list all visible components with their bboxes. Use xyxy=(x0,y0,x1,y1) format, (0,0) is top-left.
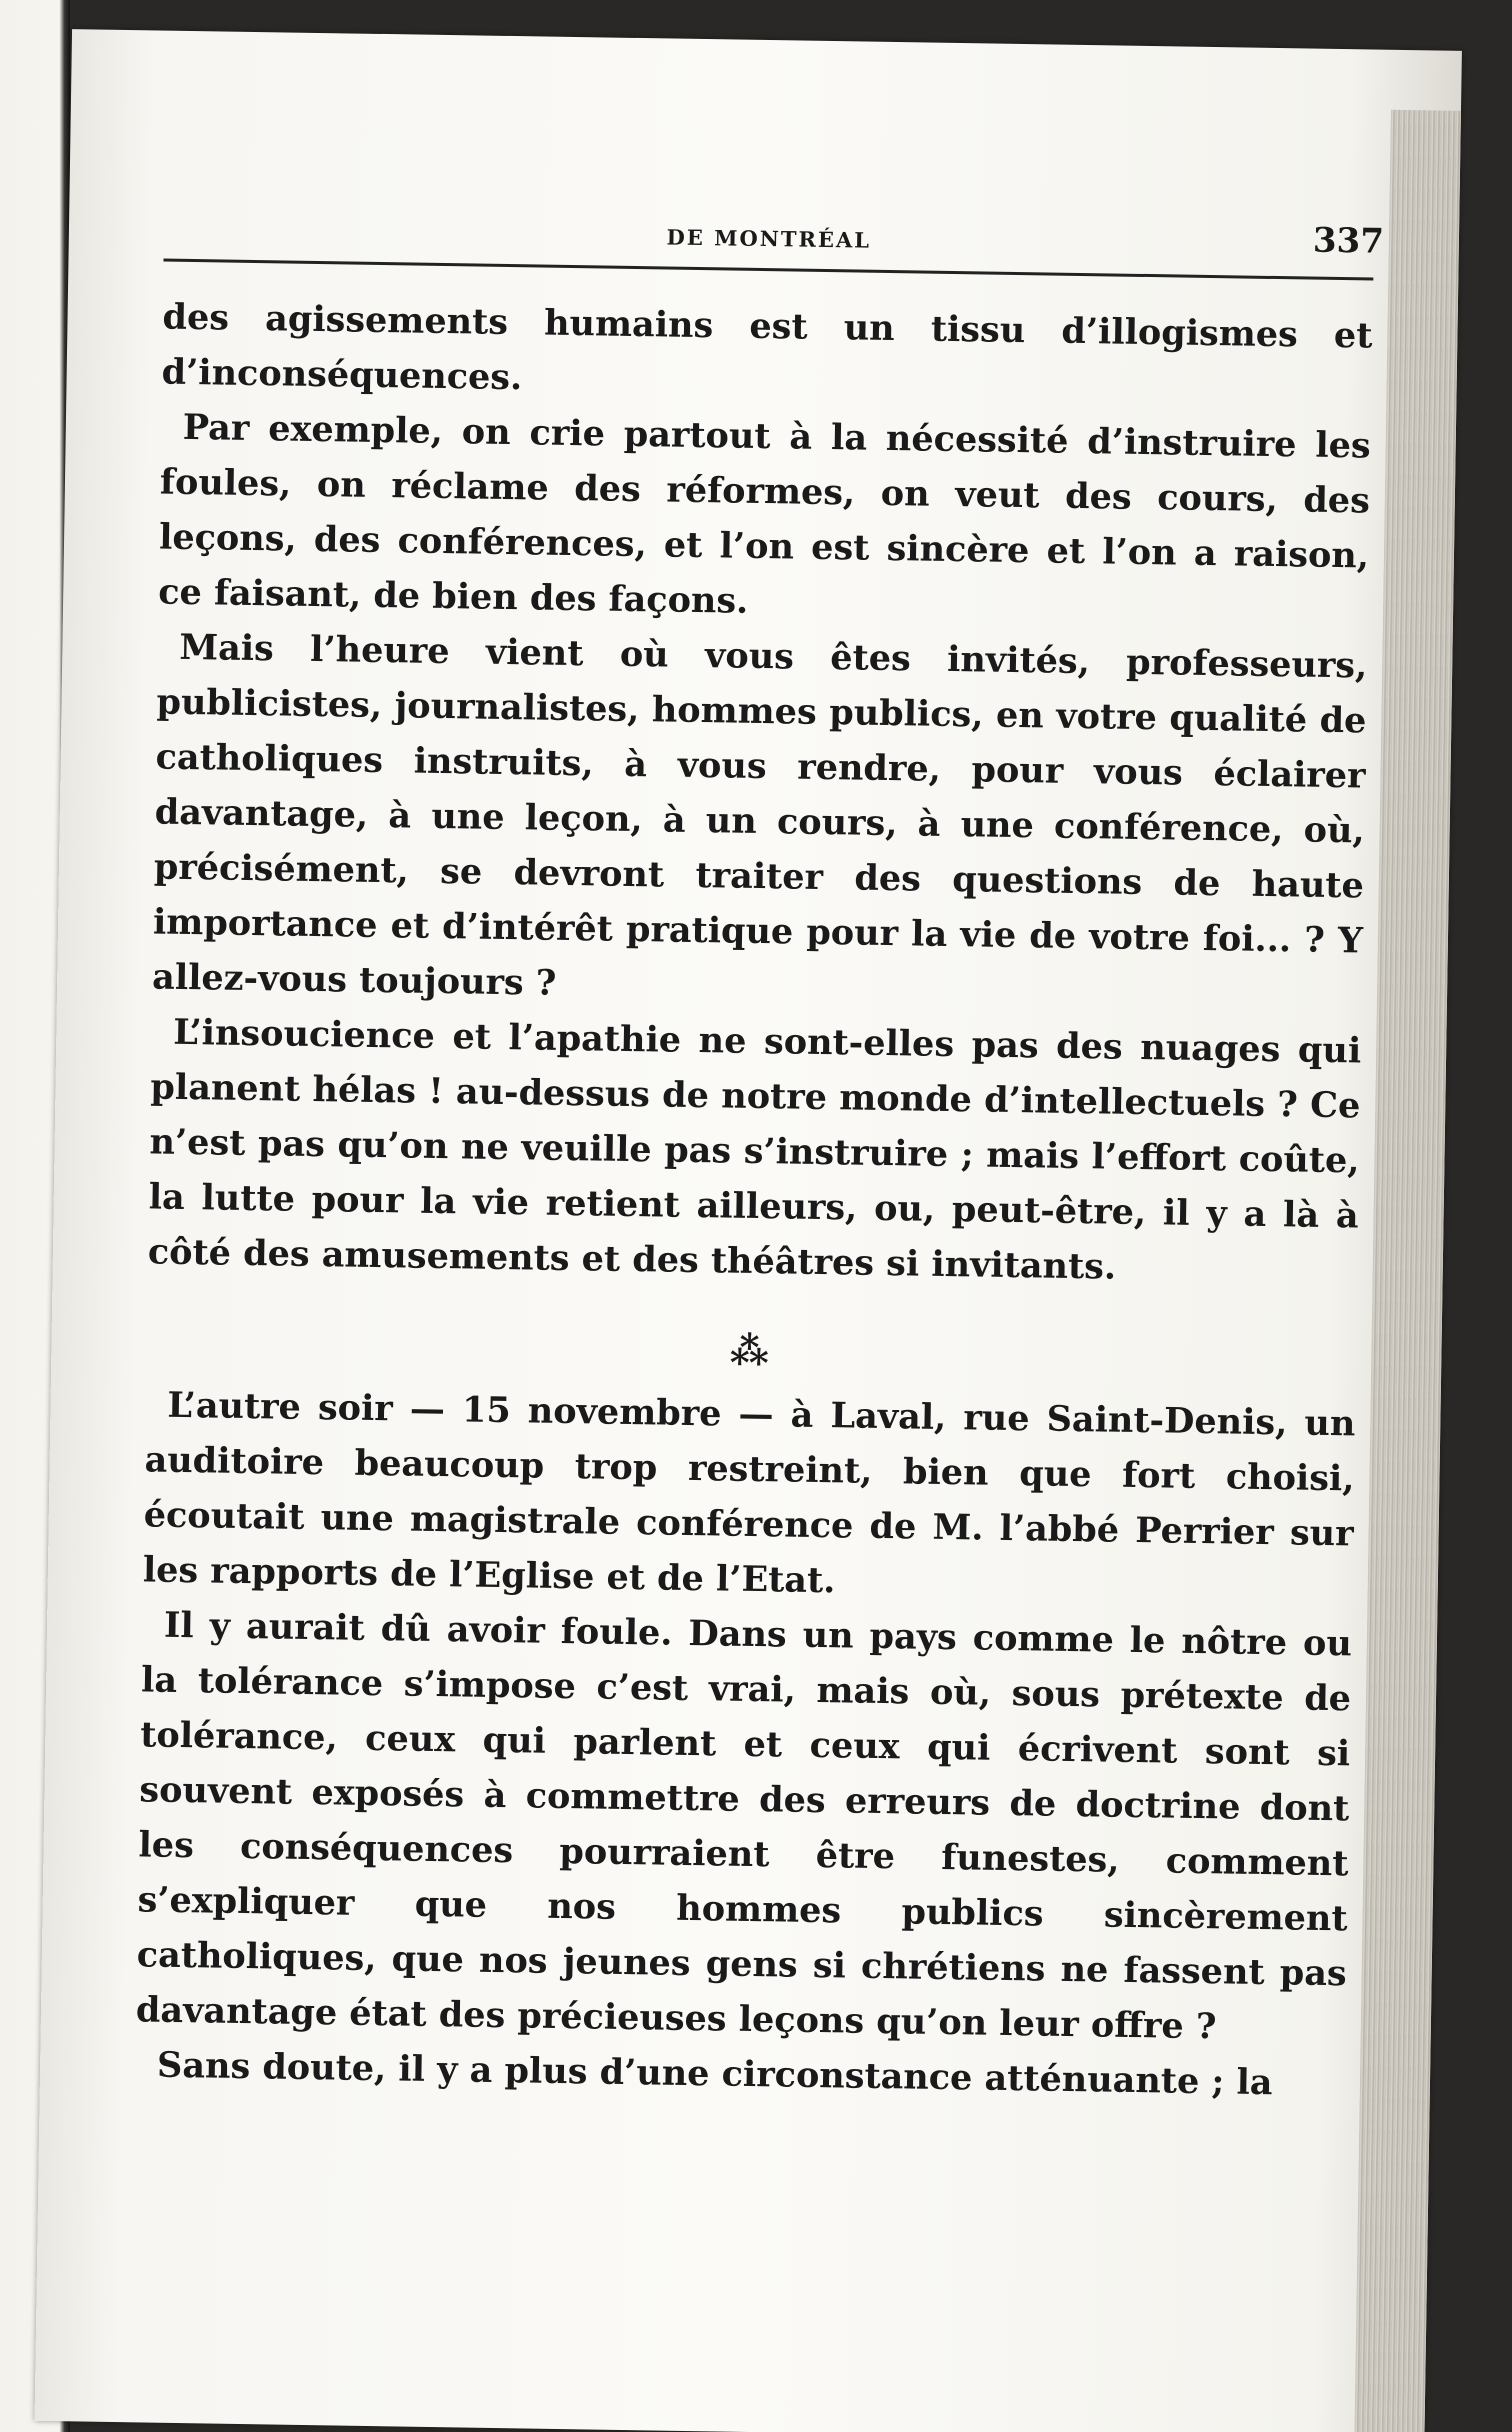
paragraph: Il y aurait dû avoir foule. Dans un pays comme le nôtre ou la tolérance s’impose c’est vrai, mais où, sous prétexte de tolérance, ceux qui parlent et ceux qui écrivent sont si souvent exposés à commettre des erreurs de doctrine dont les conséquences pourraient être funestes, comment s’expliquer que nos hommes publics sincèrement catholiques, que nos jeunes gens si chrétiens ne fassent pas davantage état des précieuses leçons qu’on leur offre ? xyxy=(135,1604,1353,2048)
page-content xyxy=(135,199,1385,2112)
page-number: 337 xyxy=(1312,220,1385,262)
paragraph: Mais l’heure vient où vous êtes invités, professeurs, publicistes, journalistes, hommes publics, en votre qualité de catholiques instruits, à vous rendre, pour vous éclairer davantage, à une leçon, à un cours, à une conférence, où, précisément, se devront traiter des questions de haute importance et d’intérêt pratique pour la vie de votre foi... ? Y allez-vous toujours ? xyxy=(151,626,1368,1004)
paragraph: Par exemple, on crie partout à la nécessité d’instruire les foules, on réclame des réformes, on veut des cours, des leçons, des conférences, et l’on est sincère et l’on a raison, ce faisant, de bien des façons. xyxy=(157,406,1372,622)
section-separator: ⁂ xyxy=(729,1327,774,1374)
paragraph: L’autre soir — 15 novembre — à Laval, rue Saint-Denis, un auditoire beaucoup trop restreint, bien que fort choisi, écoutait une magistrale conférence de M. l’abbé Perrier sur les rapports de l’Eglise et de l’Etat. xyxy=(142,1384,1356,1602)
body-text xyxy=(135,290,1373,2112)
running-head xyxy=(163,199,1385,281)
paragraph: Sans doute, il y a plus d’une circonstance atténuante ; la xyxy=(156,2044,1273,2104)
running-title: DE MONTRÉAL xyxy=(666,224,872,253)
paragraph: des agissements humains est un tissu d’illogismes et d’inconséquences. xyxy=(161,296,1373,399)
book-page xyxy=(35,29,1462,2432)
paragraph: L’insoucience et l’apathie ne sont-elles pas des nuages qui planent hélas ! au-dessus de notre monde d’intellectuels ? Ce n’est pas qu’on ne veuille pas s’instruire ; mais l’effort coûte, la lutte pour la vie retient ailleurs, ou, peut-être, il y a là à côté des amusements et des théâtres si invitants. xyxy=(147,1011,1362,1288)
